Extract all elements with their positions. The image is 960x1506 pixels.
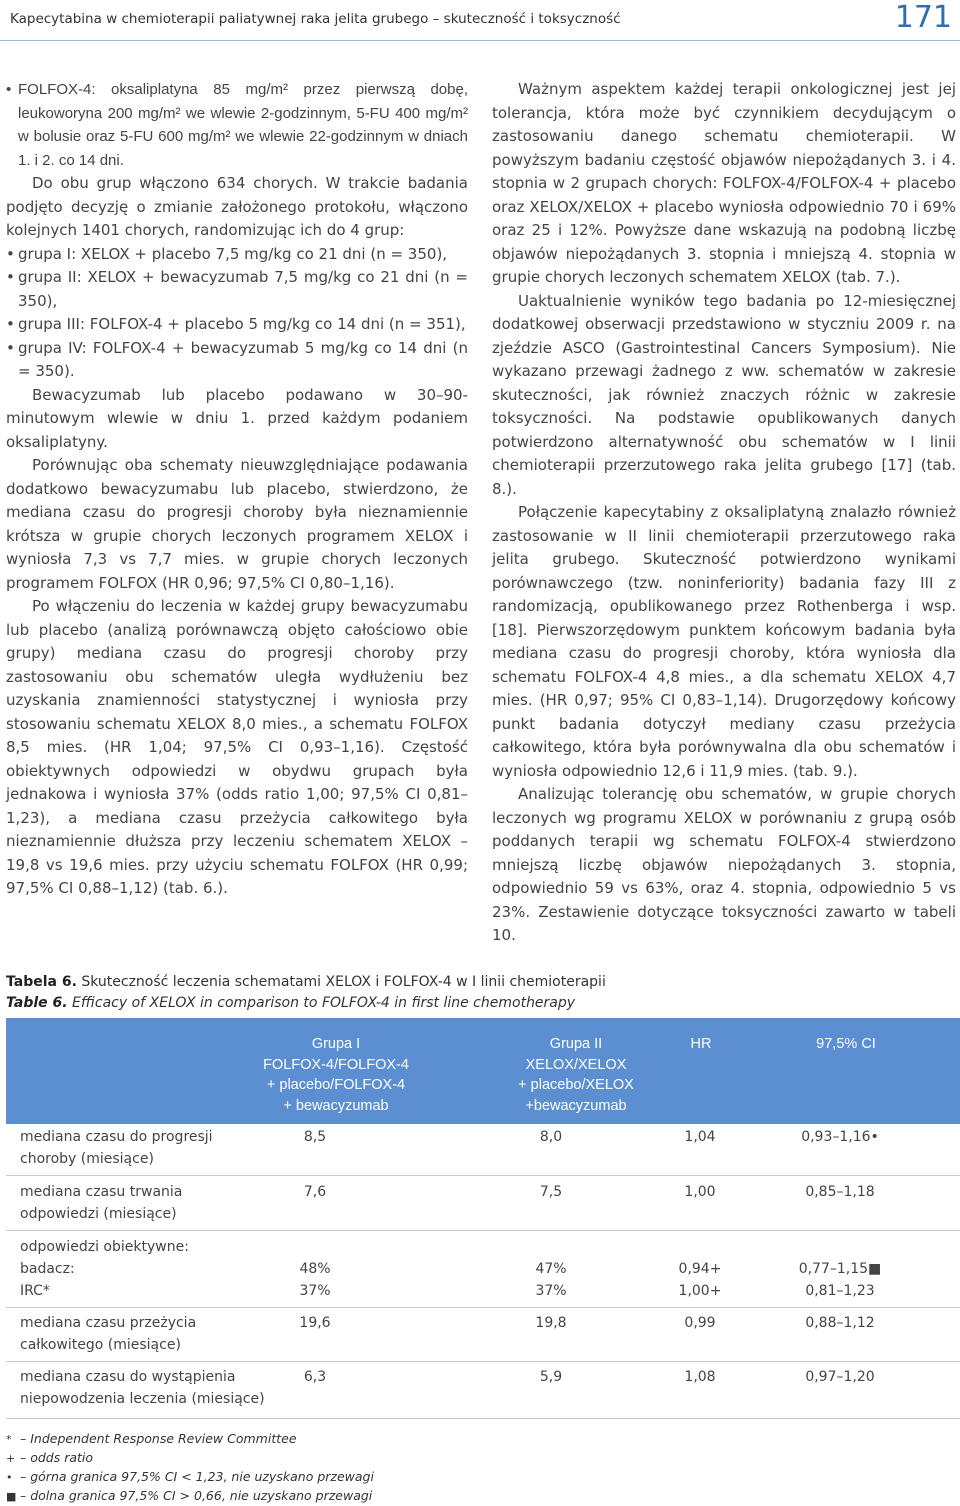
row-divider <box>6 1361 960 1362</box>
cell-group-2: 19,8 <box>535 1315 567 1331</box>
row-label: odpowiedzi obiektywne: badacz: IRC* <box>20 1239 189 1299</box>
paragraph: Do obu grup włączono 634 chorych. W trakcie badania podjęto decyzję o zmianie założonego protokołu, włączono kolejnych 1401 chorych, randomizując ich do 4 grup: <box>6 174 468 239</box>
row-label: mediana czasu trwania odpowiedzi (miesiące) <box>20 1184 183 1222</box>
table-bottom-rule <box>6 1418 960 1419</box>
page-number: 171 <box>894 0 952 35</box>
cell-group-2: 8,0 <box>539 1129 563 1145</box>
group-bullet: • grupa II: XELOX + bewacyzumab 7,5 mg/kg co 21 dni (n = 350), <box>6 266 468 313</box>
cell-group-2: 47% 37% <box>535 1261 567 1299</box>
running-title: Kapecytabina w chemioterapii paliatywnej raka jelita grubego – skuteczność i toksyczność <box>10 11 621 27</box>
cell-group-1: 19,6 <box>299 1315 331 1331</box>
paragraph: Uaktualnienie wyników tego badania po 12-miesięcznej dodatkowej obserwacji przedstawiono w styczniu 2009 r. na zjeździe ASCO (Gastrointestinal Cancers Symposium). Nie wykazano przewagi żadnego z ww. schematów w zakresie skuteczności, jak również znaczych różnic w zakresie toksyczności. Na podstawie opublikowanych danych potwierdzono alternatywność obu schematów w I linii chemioterapii przerzutowego raka jelita grubego [17] (tab. 8.). <box>492 291 956 498</box>
paragraph: Ważnym aspektem każdej terapii onkologicznej jest jej tolerancja, która może być czynnikiem decydującym o zastosowaniu danego schematu chemioterapii. W powyższym badaniu częstość objawów niepożądanych 3. i 4. stopnia w 2 grupach chorych: FOLFOX-4/FOLFOX-4 + placebo oraz XELOX/XELOX + placebo wyniosła odpowiednio 70 i 69% oraz 25 i 12%. Powyższe dane wskazują na podobną liczbę objawów niepożądanych 3. stopnia i mniejszą 4. stopnia w grupie chorych leczonych schematem XELOX (tab. 7.). <box>492 80 956 286</box>
column-header-group-1: Grupa I FOLFOX-4/FOLFOX-4 + placebo/FOLFOX-4 + bewacyzumab <box>263 1036 409 1114</box>
footnote: • – górna granica 97,5% CI < 1,23, nie uzyskano przewagi <box>6 1469 374 1484</box>
running-header <box>0 0 960 41</box>
cell-group-2: 7,5 <box>539 1184 563 1200</box>
paragraph: Porównując oba schematy nieuwzględniające podawania dodatkowo bewacyzumabu lub placebo, stwierdzono, że mediana czasu do progresji choroby była nieznamiennie krótsza w grupie chorych leczonych programem XELOX i wyniosła 7,3 vs 7,7 mies. w grupie chorych leczonych programem FOLFOX (HR 0,96; 97,5% CI 0,80–1,16). <box>6 456 468 592</box>
paragraph: Analizując tolerancję obu schematów, w grupie chorych leczonych wg programu XELOX w porównaniu z grupą osób poddanych terapii wg schematu FOLFOX-4 stwierdzono mniejszą liczbę objawów niepożądanych 3. stopnia, odpowiednio 59 vs 63%, oraz 4. stopnia, odpowiednio 5 vs 23%. Zestawienie dotyczące toksyczności zawarto w tabeli 10. <box>492 785 956 944</box>
table-footnotes <box>6 1430 374 1506</box>
right-column <box>492 78 956 948</box>
table-header <box>6 1018 960 1124</box>
group-bullet: • grupa IV: FOLFOX-4 + bewacyzumab 5 mg/kg co 14 dni (n = 350). <box>6 337 468 384</box>
cell-group-2: 5,9 <box>539 1369 563 1385</box>
cell-hr: 0,99 <box>684 1315 716 1331</box>
column-header-group-2: Grupa II XELOX/XELOX + placebo/XELOX +bewacyzumab <box>518 1036 634 1114</box>
cell-group-1: 8,5 <box>303 1129 327 1145</box>
cell-ci: 0,97–1,20 <box>805 1369 875 1385</box>
cell-ci: 0,88–1,12 <box>805 1315 875 1331</box>
caption-pl: Tabela 6. Skuteczność leczenia schematami XELOX i FOLFOX-4 w I linii chemioterapii <box>6 974 606 990</box>
row-label: mediana czasu do progresji choroby (miesiące) <box>20 1129 213 1167</box>
paragraph: Po włączeniu do leczenia w każdej grupy bewacyzumabu lub placebo (analizą porównawczą objęto całościowo obie grupy) mediana czasu do progresji choroby przy zastosowaniu obu schematów uległa wydłużeniu bez uzyskania znamienności statystycznej i wyniosła przy stosowaniu schematu XELOX 8,0 mies., a schematu FOLFOX 8,5 mies. (HR 1,04; 97,5% CI 0,93–1,16). Częstość obiektywnych odpowiedzi w obydwu grupach była jednakowa i wyniosła 37% (odds ratio 1,00; 97,5% CI 0,81–1,23), a mediana czasu przeżycia całkowitego była nieznamiennie dłuższa przy leczeniu schematem XELOX – 19,8 vs 19,6 mies. przy użyciu schematu FOLFOX (HR 0,99; 97,5% CI 0,88–1,12) (tab. 6.). <box>6 597 468 897</box>
group-bullet: • grupa III: FOLFOX-4 + placebo 5 mg/kg co 14 dni (n = 351), <box>6 313 468 337</box>
row-divider <box>6 1230 960 1231</box>
row-label: mediana czasu przeżycia całkowitego (miesiące) <box>20 1315 197 1353</box>
cell-hr: 0,94+ 1,00+ <box>678 1261 722 1299</box>
column-header-ci: 97,5% CI <box>816 1036 876 1052</box>
table-captions <box>6 972 606 1014</box>
cell-ci: 0,85–1,18 <box>805 1184 875 1200</box>
paragraph: Połączenie kapecytabiny z oksaliplatyną znalazło również zastosowanie w II linii chemioterapii przerzutowego raka jelita grubego. Skuteczność potwierdzono wynikami porównawczego (tzw. noninferiority) badania fazy III z randomizacją, opublikowanego przez Rothenberga i wsp. [18]. Pierwszorzędowym punktem końcowym badania była mediana czasu do progresji choroby, która wyniosła dla schematu FOLFOX-4 4,8 mies., a dla schematu XELOX 4,7 mies. (HR 0,97; 95% CI 0,83–1,14). Drugorzędowy końcowy punkt badania dotyczył mediany czasu przeżycia całkowitego, która była porównywalna dla obu schematów i wyniosła odpowiednio 12,6 i 11,9 mies. (tab. 9.). <box>492 503 956 780</box>
cell-ci: 0,93–1,16• <box>801 1129 879 1145</box>
paragraph: Bewacyzumab lub placebo podawano w 30–90-minutowym wlewie w dniu 1. przed każdym podaniem oksaliplatyny. <box>6 385 468 451</box>
column-header-hr: HR <box>690 1036 712 1052</box>
group-bullet: • grupa I: XELOX + placebo 7,5 mg/kg co 21 dni (n = 350), <box>6 243 468 267</box>
folfox-bullet: • FOLFOX-4: oksaliplatyna 85 mg/m² przez pierwszą dobę, leukoworyna 200 mg/m² we wlewie 2-godzinnym, 5-FU 400 mg/m² w bolusie oraz 5-FU 600 mg/m² we wlewie 22-godzinnym w dniach 1. i 2. co 14 dni. <box>6 78 468 172</box>
cell-hr: 1,08 <box>684 1369 716 1385</box>
row-label: mediana czasu do wystąpienia niepowodzenia leczenia (miesiące) <box>20 1369 265 1407</box>
cell-group-1: 6,3 <box>303 1369 327 1385</box>
cell-hr: 1,00 <box>684 1184 716 1200</box>
footnote: * – Independent Response Review Committee <box>6 1431 297 1446</box>
cell-group-1: 48% 37% <box>299 1261 331 1299</box>
footnote: + – odds ratio <box>6 1450 94 1465</box>
left-column <box>6 78 468 901</box>
cell-group-1: 7,6 <box>303 1184 327 1200</box>
row-divider <box>6 1307 960 1308</box>
caption-en: Table 6. Efficacy of XELOX in comparison to FOLFOX-4 in first line chemotherapy <box>6 995 576 1011</box>
row-divider <box>6 1175 960 1176</box>
cell-ci: 0,77–1,15■ 0,81–1,23 <box>798 1261 882 1299</box>
footnote: ■ – dolna granica 97,5% CI > 0,66, nie uzyskano przewagi <box>6 1488 373 1503</box>
cell-hr: 1,04 <box>684 1129 716 1145</box>
